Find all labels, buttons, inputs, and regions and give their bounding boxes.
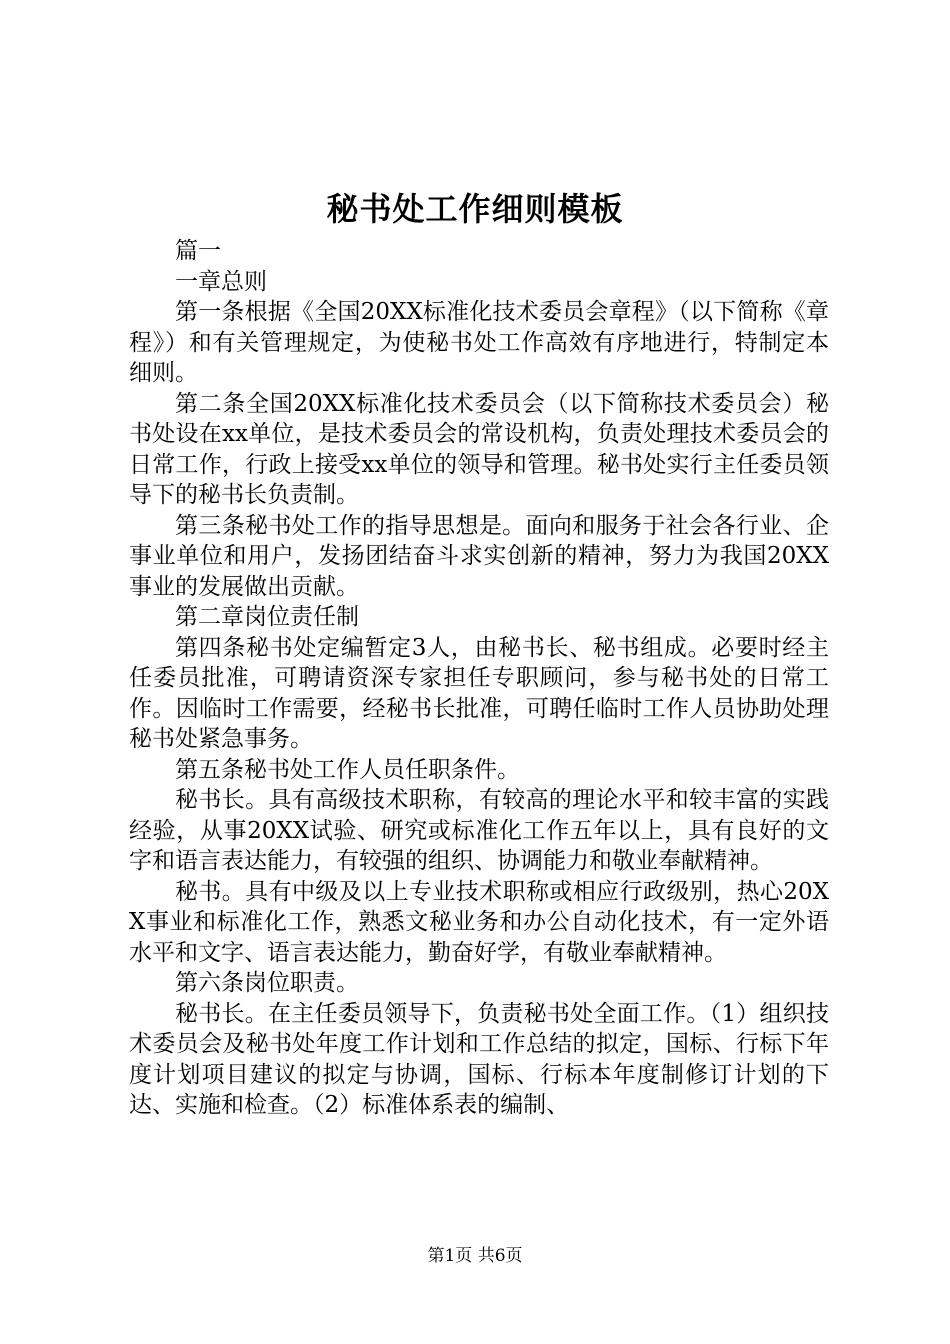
- article-paragraph: 秘书长。具有高级技术职称，有较高的理论水平和较丰富的实践经验，从事20XX试验、研究或标准化工作五年以上，具有良好的文字和语言表达能力，有较强的组织、协调能力和敬业奉献精神。: [129, 787, 829, 874]
- article-paragraph: 第四条秘书处定编暂定3人，由秘书长、秘书组成。必要时经主任委员批准，可聘请资深专家担任专职顾问，参与秘书处的日常工作。因临时工作需要，经秘书长批准，可聘任临时工作人员协助处理秘书处紧急事务。: [129, 634, 829, 752]
- article-paragraph: 秘书长。在主任委员领导下，负责秘书处全面工作。（1）组织技术委员会及秘书处年度工作计划和工作总结的拟定，国标、行标下年度计划项目建议的拟定与协调，国标、行标本年度制修订计划的下达、实施和检查。（2）标准体系表的编制、: [129, 1000, 829, 1118]
- document-body: [129, 236, 829, 1121]
- page-number-footer: 第1页 共6页: [427, 1246, 523, 1266]
- article-paragraph: 第二条全国20XX标准化技术委员会（以下简称技术委员会）秘书处设在xx单位，是技术委员会的常设机构，负责处理技术委员会的日常工作，行政上接受xx单位的领导和管理。秘书处实行主任委员领导下的秘书长负责制。: [129, 390, 829, 508]
- article-paragraph: 秘书。具有中级及以上专业技术职称或相应行政级别，热心20XX事业和标准化工作，熟悉文秘业务和办公自动化技术，有一定外语水平和文字、语言表达能力，勤奋好学，有敬业奉献精神。: [129, 878, 829, 966]
- chapter-heading: 第二章岗位责任制: [175, 604, 359, 630]
- article-paragraph: 第五条秘书处工作人员任职条件。: [175, 756, 520, 783]
- article-paragraph: 第六条岗位职责。: [175, 970, 359, 996]
- article-paragraph: 第三条秘书处工作的指导思想是。面向和服务于社会各行业、企事业单位和用户，发扬团结奋斗求实创新的精神，努力为我国20XX事业的发展做出贡献。: [129, 512, 829, 600]
- document-title: 秘书处工作细则模板: [326, 190, 624, 228]
- section-heading: 篇一: [175, 238, 221, 264]
- article-paragraph: 第一条根据《全国20XX标准化技术委员会章程》（以下简称《章程》）和有关管理规定，为使秘书处工作高效有序地进行，特制定本细则。: [129, 299, 829, 386]
- chapter-heading: 一章总则: [175, 268, 267, 295]
